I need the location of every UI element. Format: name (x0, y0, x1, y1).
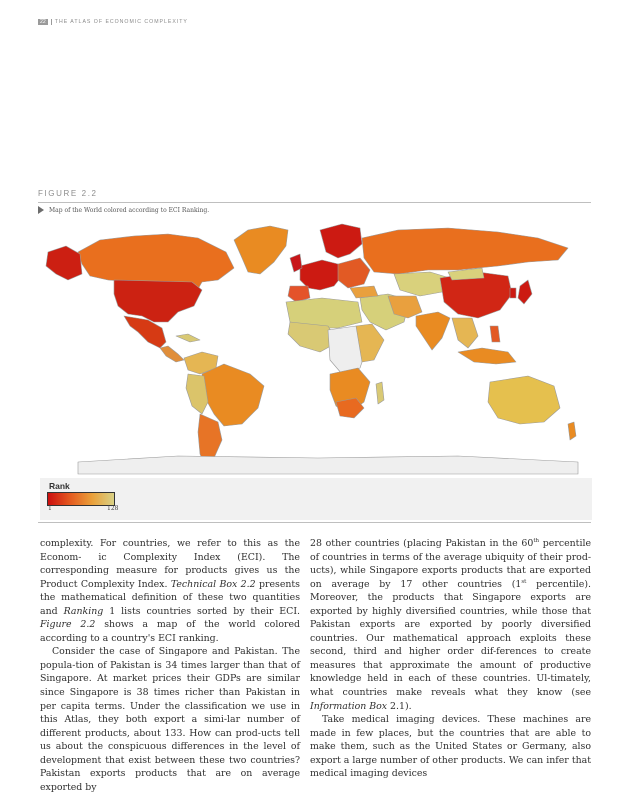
map-usa (114, 280, 202, 322)
map-new-zealand (568, 422, 576, 440)
running-title: THE ATLAS OF ECONOMIC COMPLEXITY (54, 19, 188, 25)
figure-caption (38, 206, 209, 214)
world-map (38, 218, 591, 476)
legend-title: Rank (49, 481, 70, 491)
map-eastern-europe (338, 258, 370, 288)
paragraph: complexity. For countries, we refer to this as the Econom- ic Complexity Index (ECI). The corresponding measure for products gives us the Product Complexity Index. Technical Box 2.2 presents the mathematical definition of these two quantities and Ranking 1 lists countries sorted by their ECI. Figure 2.2 shows a map of the world colored according to a country's ECI ranking. (40, 538, 301, 644)
legend-gradient-bar (47, 492, 115, 506)
world-map-svg (38, 218, 591, 476)
figure-bottom-rule (38, 522, 591, 523)
map-russia (362, 228, 568, 274)
map-india (416, 312, 450, 350)
caption-arrow-icon (38, 206, 44, 214)
map-antarctica (78, 456, 578, 474)
body-column-right (310, 537, 591, 781)
map-southeast-asia (452, 318, 478, 348)
legend-max-label: 128 (107, 505, 119, 512)
figure-label: FIGURE 2.2 (38, 189, 98, 198)
map-korea (510, 288, 516, 298)
map-australia (488, 376, 560, 424)
map-japan (518, 280, 532, 304)
running-header (38, 19, 188, 25)
map-brazil (202, 364, 264, 426)
map-scandinavia (320, 224, 362, 258)
map-alaska (46, 246, 82, 280)
map-turkey (350, 286, 378, 298)
header-divider (51, 19, 52, 25)
paragraph: Consider the case of Singapore and Pakistan. The popula-tion of Pakistan is 34 times larger than that of Singapore. At market prices their GDPs are similar since Singapore is 38 times richer than Pakistan in per capita terms. Under the classification we use in this Atlas, they both export a simi-lar number of different products, about 133. How can prod-ucts tell us about the conspicuous differences in the level of development that exist between these two countries? Pakistan exports products that are on average exported by (40, 646, 300, 793)
map-philippines (490, 326, 500, 342)
caption-text: Map of the World colored according to ECI Ranking. (49, 206, 210, 214)
map-caribbean (176, 334, 200, 342)
map-legend (40, 478, 592, 520)
map-andes (186, 374, 208, 414)
map-china (440, 272, 512, 318)
page-number: 22 (40, 19, 46, 25)
paragraph: Take medical imaging devices. These machines are made in few places, but the countries that are able to make them, such as the United States or Germany, also export a large number of other products. We can infer that medical imaging devices (310, 714, 591, 780)
legend-min-label: 1 (48, 505, 52, 512)
map-western-europe (300, 260, 342, 290)
map-indonesia (458, 348, 516, 364)
map-greenland (234, 226, 288, 274)
paragraph: 28 other countries (placing Pakistan in the 60th percentile of countries in terms of the average ubiquity of their prod-ucts), while Singapore exports products that are exported on average by 17 other countries (1st percentile). Moreover, the products that Singapore exports are exported by highly diversified countries, while those that Pakistan exports are exported by poorly diversified countries. Our mathematical approach exploits these second, third and higher order dif-ferences to create measures that approximate the amount of productive knowledge held in each of these countries. Ul-timately, what countries make reveals what they know (see Information Box 2.1). (310, 537, 591, 712)
map-central-america (160, 346, 184, 362)
body-column-left (40, 537, 300, 794)
figure-top-rule (38, 202, 591, 203)
map-madagascar (376, 382, 384, 404)
